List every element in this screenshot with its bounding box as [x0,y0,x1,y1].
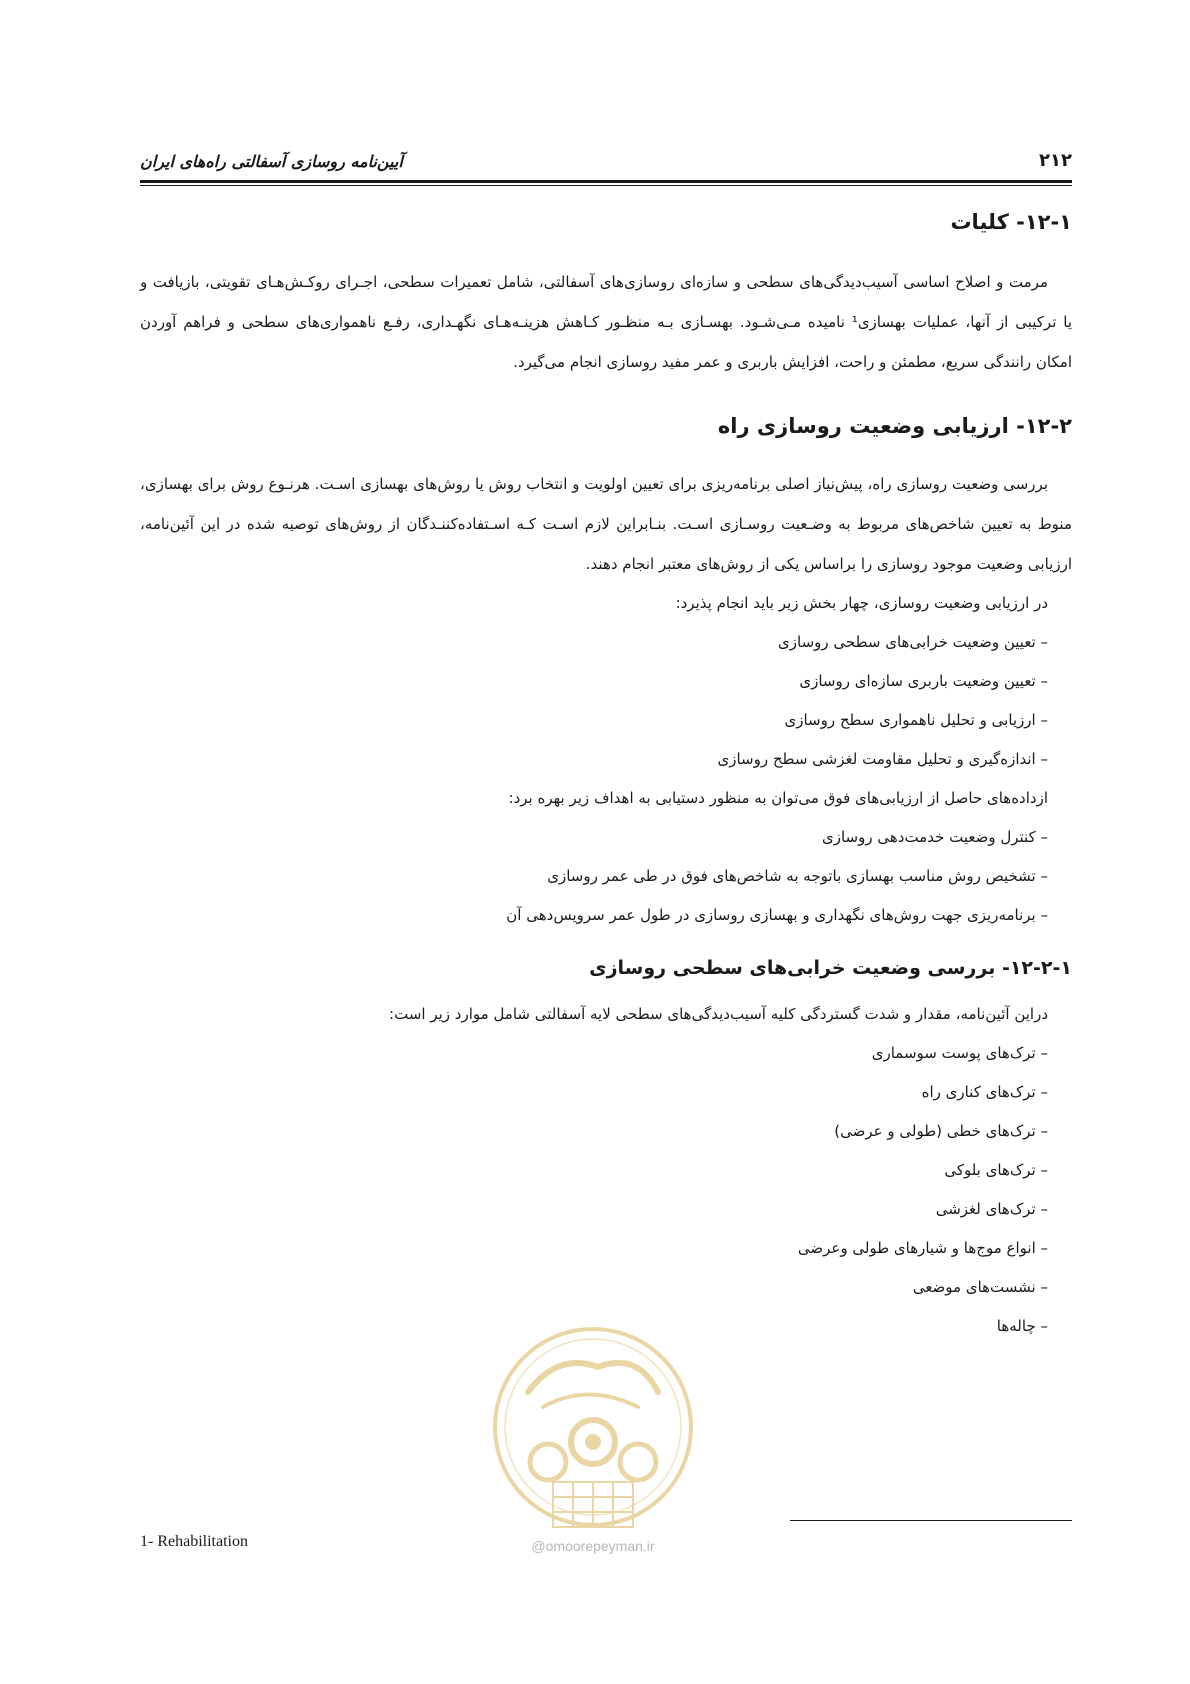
list-item: – ترک‌های بلوکی [944,1161,1048,1179]
list-item: – انواع موج‌ها و شیارهای طولی وعرضی [797,1239,1048,1257]
list-item: – ترک‌های خطی (طولی و عرضی) [834,1122,1048,1140]
header-rule-thin [140,185,1072,186]
objectives-list [140,818,1072,935]
list-item: – نشست‌های موضعی [912,1278,1048,1296]
list-item: – چاله‌ها [996,1317,1048,1335]
distress-intro: دراین آئین‌نامه، مقدار و شدت گستردگی کلیه آسیب‌دیدگی‌های سطحی لایه آسفالتی شامل موارد زیر است: [389,1005,1048,1023]
list-item: – کنترل وضعیت خدمت‌دهی روسازی [821,828,1048,846]
subsection-heading-surface-distress: ۱۲-۲-۱- بررسی وضعیت خرابی‌های سطحی روسازی [589,957,1072,979]
evaluation-parts-list [140,623,1072,779]
list-item: – ترک‌های پوست سوسماری [871,1044,1048,1062]
list-item: – ترک‌های کناری راه [921,1083,1048,1101]
footnote: 1- Rehabilitation [140,1533,248,1550]
footnote-rule [790,1520,1072,1521]
evaluation-intro: در ارزیابی وضعیت روسازی، چهار بخش زیر باید انجام پذیرد: [675,594,1048,612]
running-title: آیین‌نامه روسازی آسفالتی راه‌های ایران [140,152,403,171]
section-heading-pavement-evaluation: ۱۲-۲- ارزیابی وضعیت روسازی راه [717,414,1072,438]
objectives-intro: ازداده‌های حاصل از ارزیابی‌های فوق می‌توان به منظور دستیابی به اهداف زیر بهره برد: [508,789,1048,807]
section-heading-general: ۱۲-۱- کلیات [950,210,1072,234]
list-item: – تشخیص روش مناسب بهسازی باتوجه به شاخص‌های فوق در طی عمر روسازی [547,867,1048,885]
watermark-seal-icon [488,1322,698,1542]
list-item: – ترک‌های لغزشی [935,1200,1048,1218]
list-item: – ارزیابی و تحلیل ناهمواری سطح روسازی [784,711,1048,729]
list-item: – اندازه‌گیری و تحلیل مقاومت لغزشی سطح روسازی [717,750,1048,768]
header-rule-thick [140,180,1072,183]
page-header [140,150,1072,176]
watermark-url: @omoorepeyman.ir [531,1538,655,1554]
list-item: – تعیین وضعیت باربری سازه‌ای روسازی [799,672,1048,690]
paragraph-general: مرمت و اصلاح اساسی آسیب‌دیدگی‌های سطحی و سازه‌ای روسازی‌های آسفالتی، شامل تعمیرات سطحی، اجـرای روکـش‌هـای تقویتی، بازیافت و یا ترکیبی از آنها، عملیات بهسازی¹ نامیده مـی‌شـود. بهسـازی بـه منظـور کـاهش هزینـه‌هـای نگهـداری، رفـع ناهمواری‌های سطحی و فراهم آوردن امکان رانندگی سریع، مطمئن و راحت، افزایش باربری و عمر مفید روسازی انجام می‌گیرد. [140,273,1072,371]
page-number: ۲۱۲ [1039,150,1072,171]
paragraph-pavement-evaluation: بررسی وضعیت روسازی راه، پیش‌نیاز اصلی برنامه‌ریزی برای تعیین اولویت و انتخاب روش یا روش‌های بهسازی اسـت. هرنـوع روش برای بهسازی، منوط به تعیین شاخص‌های مربوط به وضـعیت روسـازی اسـت. بنـابراین لازم اسـت کـه اسـتفاده‌کننـدگان از روش‌های توصیه شده در این آئین‌نامه، ارزیابی وضعیت موجود روسازی را براساس یکی از روش‌های معتبر انجام دهند. [140,475,1072,573]
page-body [140,210,1072,1346]
list-item: – برنامه‌ریزی جهت روش‌های نگهداری و بهسازی روسازی در طول عمر سرویس‌دهی آن [506,906,1048,924]
list-item: – تعیین وضعیت خرابی‌های سطحی روسازی [778,633,1048,651]
distress-list [140,1034,1072,1346]
